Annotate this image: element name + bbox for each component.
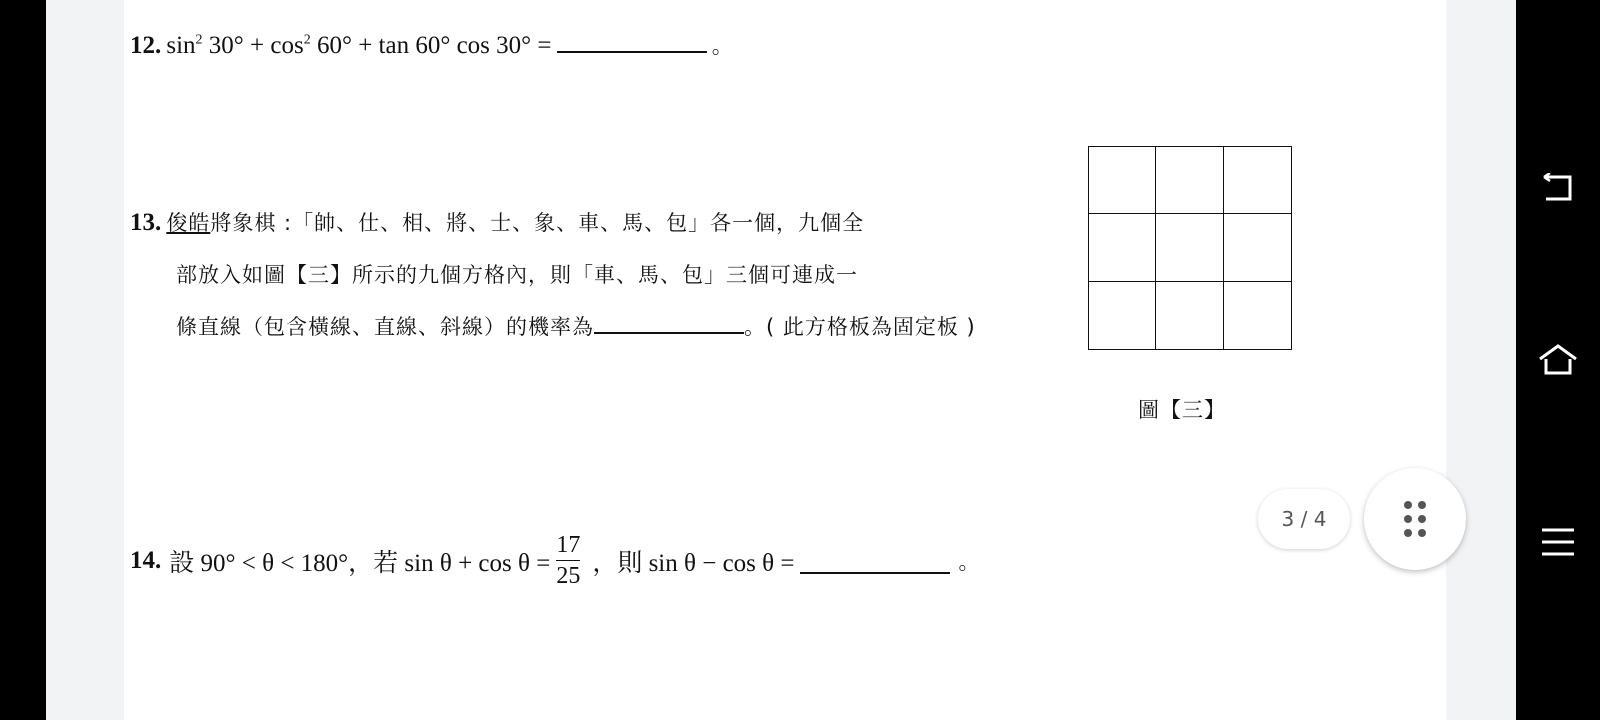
fraction-numerator: 17 [556,532,581,558]
expr-part: sin [166,32,196,59]
question-14-condition: 設 90° < θ < 180°，若 sin θ + cos θ = [169,549,551,577]
question-14-ask: ，則 sin θ − cos θ = [592,549,795,577]
fraction-bar [556,560,580,561]
question-number: 14. [130,546,162,574]
fraction-denominator: 25 [556,563,581,589]
question-12 [130,30,734,60]
answer-blank [557,50,707,53]
figure-3-grid [1088,146,1292,350]
grid-cell [1224,282,1291,349]
question-text-line: 將象棋 :「帥、仕、相、將、士、象、車、馬、包」各一個，九個全 [210,211,865,235]
drag-dots-icon[interactable] [1364,468,1466,570]
grid-cell [1224,147,1291,214]
question-number: 12. [130,32,162,59]
grid-cell [1089,282,1156,349]
back-icon[interactable] [1538,168,1578,208]
expr-part: 30° + cos [202,32,304,59]
question-12-expression [166,32,551,59]
period-mark: 。 [958,549,981,574]
grid-cell [1156,147,1223,214]
grid-cell [1089,214,1156,281]
fraction [556,532,580,589]
grid-cell [1156,282,1223,349]
question-text-line: 條直線（包含橫線、直線、斜線）的機率為 [176,315,594,339]
period-mark: 。 [711,34,734,58]
home-icon[interactable] [1538,340,1578,380]
expr-part: 60° + tan 60° cos 30° = [310,32,552,59]
person-name: 俊皓 [166,211,211,235]
question-number: 13. [130,209,162,236]
grid-cell [1156,214,1223,281]
grid-cell [1224,214,1291,281]
exponent: 2 [195,32,203,48]
answer-blank [800,571,950,574]
answer-blank [594,331,744,334]
figure-caption: 圖【三】 [1138,398,1226,422]
system-navbar [1516,0,1600,720]
question-text-line: 部放入如圖【三】所示的九個方格內，則「車、馬、包」三個可連成一 [176,263,858,287]
exponent: 2 [303,32,311,48]
question-14 [130,532,980,589]
document-page [124,0,1446,720]
question-text-line: 。( 此方格板為固定板 ) [744,315,976,339]
page-indicator: 3 / 4 [1258,489,1350,549]
question-13 [130,198,1090,354]
menu-icon[interactable] [1538,522,1578,562]
document-viewer[interactable] [46,0,1516,720]
grid-cell [1089,147,1156,214]
